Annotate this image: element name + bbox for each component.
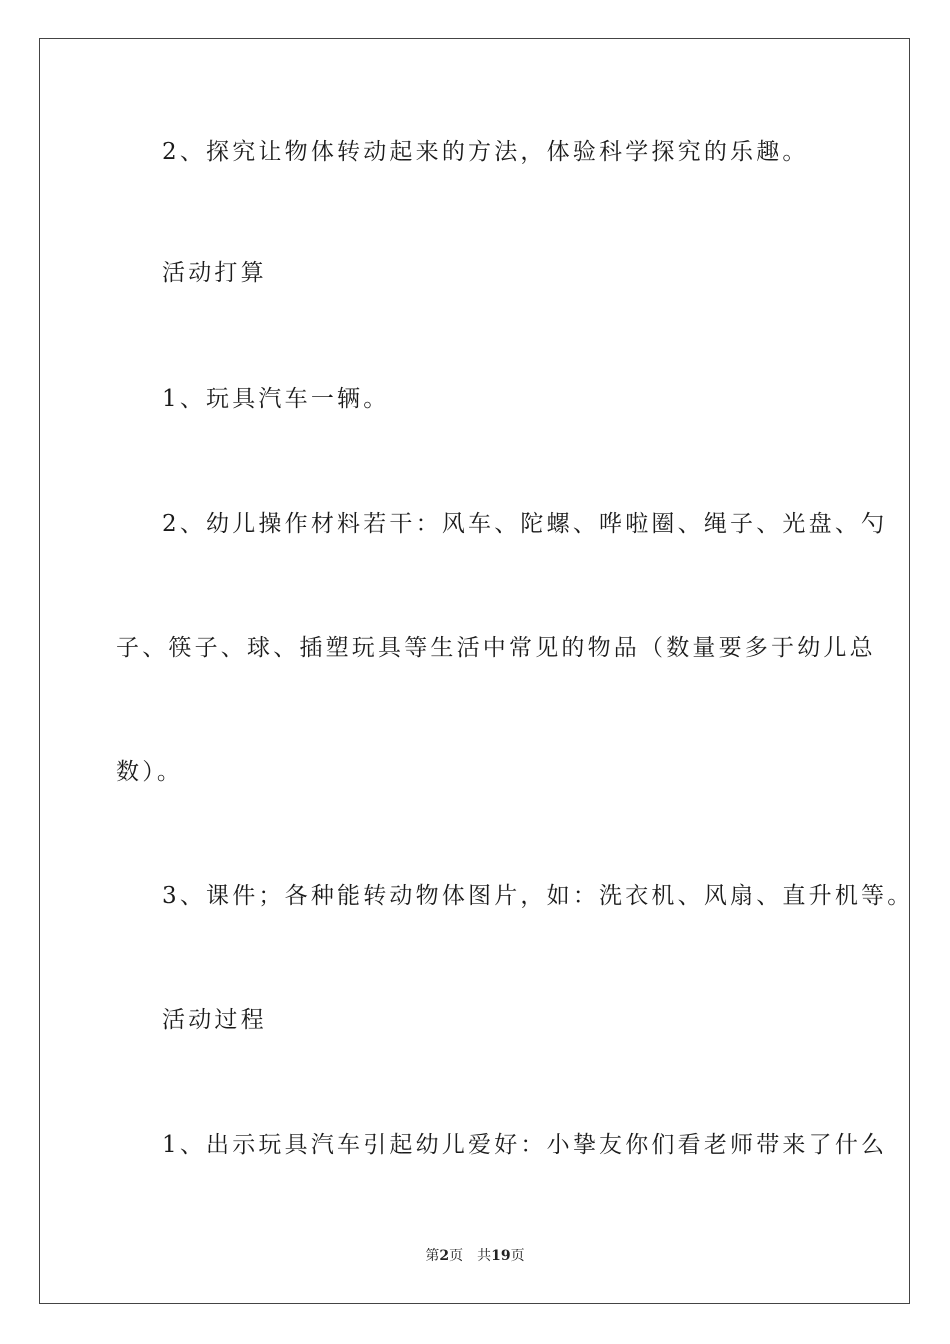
page-prefix: 第 bbox=[425, 1248, 440, 1264]
paragraph-line: 数）。 bbox=[116, 759, 184, 785]
section-heading: 活动打算 bbox=[162, 260, 267, 286]
page-footer bbox=[0, 1247, 950, 1265]
total-pages: 19 bbox=[491, 1248, 511, 1264]
paragraph-line: 2、探究让物体转动起来的方法，体验科学探究的乐趣。 bbox=[162, 139, 809, 165]
paragraph-line: 1、玩具汽车一辆。 bbox=[162, 386, 390, 412]
page-border bbox=[39, 38, 914, 1304]
paragraph-line: 子、筷子、球、插塑玩具等生活中常见的物品（数量要多于幼儿总 bbox=[116, 635, 876, 661]
section-heading: 活动过程 bbox=[162, 1007, 267, 1033]
total-prefix: 共 bbox=[477, 1248, 492, 1264]
page-suffix: 页 bbox=[449, 1248, 464, 1264]
total-suffix: 页 bbox=[510, 1248, 525, 1264]
paragraph-line: 3、课件；各种能转动物体图片，如：洗衣机、风扇、直升机等。 bbox=[162, 883, 914, 909]
paragraph-line: 2、幼儿操作材料若干：风车、陀螺、哗啦圈、绳子、光盘、勺 bbox=[162, 511, 888, 537]
page-number: 2 bbox=[439, 1248, 450, 1264]
paragraph-line: 1、出示玩具汽车引起幼儿爱好：小挚友你们看老师带来了什么 bbox=[162, 1132, 888, 1158]
